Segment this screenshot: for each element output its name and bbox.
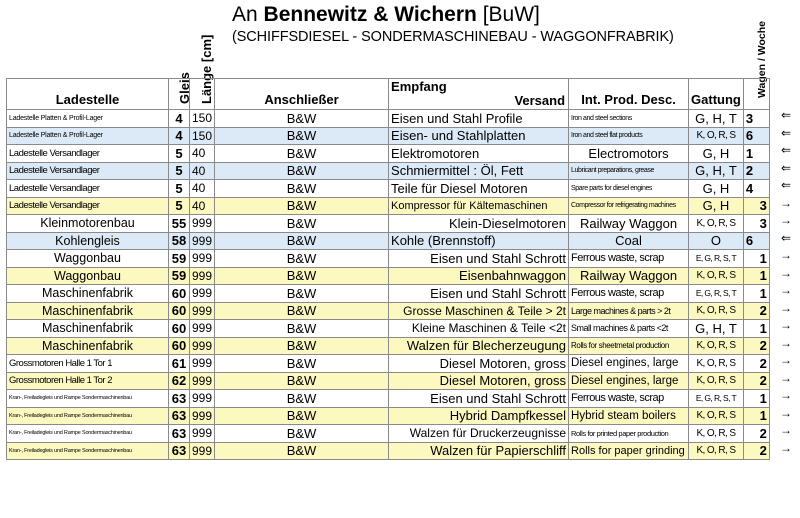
table-row (7, 355, 770, 373)
wagen-cell: 2 (743, 302, 769, 320)
cargo-cell: Walzen für Druckerzeugnisse (389, 425, 569, 443)
ladestelle-cell: Ladestelle Platten & Profil-Lager (7, 127, 169, 145)
gleis-cell: 58 (169, 232, 190, 250)
gattung-cell: G, H, T (689, 320, 744, 338)
laenge-cell: 40 (190, 145, 215, 163)
gattung-cell: K, O, R, S (689, 267, 744, 285)
gleis-header-cell (169, 79, 190, 110)
anschliesser-cell: B&W (215, 285, 389, 303)
versand-label: Versand (514, 93, 566, 108)
wagen-cell: 1 (743, 145, 769, 163)
gattung-cell: E, G, R, S, T (689, 390, 744, 408)
gattung-cell: G, H (689, 197, 744, 215)
table-row (7, 372, 770, 390)
wagen-cell: 3 (743, 197, 769, 215)
anschliesser-cell: B&W (215, 355, 389, 373)
cargo-cell: Diesel Motoren, gross (389, 355, 569, 373)
desc-cell: Rolls for paper grinding (569, 442, 689, 460)
desc-cell: Coal (569, 232, 689, 250)
table-row (7, 337, 770, 355)
direction-arrow-icon: → (780, 283, 792, 297)
laenge-cell: 150 (190, 110, 215, 128)
direction-arrow-icon: → (780, 318, 792, 332)
ladestelle-cell: Grossmotoren Halle 1 Tor 1 (7, 355, 169, 373)
ladestelle-header: Ladestelle (7, 79, 169, 110)
table-row (7, 390, 770, 408)
desc-cell: Ferrous waste, scrap (569, 285, 689, 303)
ladestelle-cell: Ladestelle Versandlager (7, 180, 169, 198)
anschliesser-cell: B&W (215, 162, 389, 180)
direction-arrow-icon: ⇐ (780, 143, 792, 157)
laenge-cell: 999 (190, 355, 215, 373)
direction-arrow-icon: ⇐ (780, 108, 792, 122)
table-row (7, 145, 770, 163)
direction-arrow-icon: → (780, 353, 792, 367)
ladestelle-cell: Ladestelle Versandlager (7, 145, 169, 163)
anschliesser-cell: B&W (215, 337, 389, 355)
gleis-cell: 5 (169, 145, 190, 163)
anschliesser-cell: B&W (215, 302, 389, 320)
freight-table (6, 78, 770, 460)
desc-cell: Large machines & parts > 2t (569, 302, 689, 320)
table-row (7, 197, 770, 215)
gleis-cell: 60 (169, 285, 190, 303)
gattung-cell: K, O, R, S (689, 407, 744, 425)
cargo-cell: Eisen und Stahl Schrott (389, 250, 569, 268)
cargo-cell: Hybrid Dampfkessel (389, 407, 569, 425)
gleis-cell: 60 (169, 320, 190, 338)
wagen-cell: 2 (743, 425, 769, 443)
cargo-cell: Eisen- und Stahlplatten (389, 127, 569, 145)
table-row (7, 232, 770, 250)
table-row (7, 250, 770, 268)
gattung-cell: E, G, R, S, T (689, 285, 744, 303)
table-row (7, 407, 770, 425)
desc-cell: Hybrid steam boilers (569, 407, 689, 425)
cargo-cell: Eisenbahnwaggon (389, 267, 569, 285)
gleis-cell: 4 (169, 110, 190, 128)
laenge-cell: 999 (190, 320, 215, 338)
cargo-cell: Eisen und Stahl Schrott (389, 390, 569, 408)
gleis-cell: 55 (169, 215, 190, 233)
laenge-header-cell (190, 79, 215, 110)
cargo-cell: Walzen für Blecherzeugung (389, 337, 569, 355)
company-abbrev: [BuW] (476, 3, 540, 26)
direction-arrow-icon: → (780, 248, 792, 262)
desc-cell: Rolls for sheetmetal production (569, 337, 689, 355)
gattung-cell: K, O, R, S (689, 302, 744, 320)
direction-arrow-icon: → (780, 265, 792, 280)
ladestelle-cell: Kran-, Freiladegleis und Rampe Sondermaschinenbau (7, 442, 169, 460)
gattung-cell: K, O, R, S (689, 337, 744, 355)
gattung-cell: K, O, R, S (689, 127, 744, 145)
table-row (7, 110, 770, 128)
ladestelle-cell: Ladestelle Versandlager (7, 197, 169, 215)
desc-cell: Ferrous waste, scrap (569, 250, 689, 268)
desc-cell: Lubricant preparations, grease (569, 162, 689, 180)
wagen-cell: 6 (743, 127, 769, 145)
laenge-cell: 999 (190, 302, 215, 320)
gleis-cell: 4 (169, 127, 190, 145)
wagen-cell: 2 (743, 162, 769, 180)
direction-arrow-icon: → (780, 405, 792, 420)
wagen-cell: 2 (743, 355, 769, 373)
wagen-cell: 1 (743, 320, 769, 338)
ladestelle-cell: Kleinmotorenbau (7, 215, 169, 233)
gattung-cell: G, H (689, 180, 744, 198)
cargo-cell: Kleine Maschinen & Teile <2t (389, 320, 569, 338)
wagen-cell: 2 (743, 442, 769, 460)
table-row (7, 302, 770, 320)
gattung-cell: G, H (689, 145, 744, 163)
table-row (7, 180, 770, 198)
desc-cell: Ferrous waste, scrap (569, 390, 689, 408)
desc-cell: Compressor for refrigerating machines (569, 197, 689, 215)
anschliesser-cell: B&W (215, 145, 389, 163)
anschliesser-cell: B&W (215, 407, 389, 425)
laenge-cell: 999 (190, 267, 215, 285)
gleis-cell: 63 (169, 425, 190, 443)
laenge-cell: 999 (190, 232, 215, 250)
title-prefix: An (232, 3, 264, 26)
ladestelle-cell: Kohlengleis (7, 232, 169, 250)
gleis-cell: 63 (169, 390, 190, 408)
gattung-cell: K, O, R, S (689, 372, 744, 390)
gleis-cell: 5 (169, 162, 190, 180)
laenge-cell: 999 (190, 372, 215, 390)
gleis-cell: 63 (169, 442, 190, 460)
desc-cell: Diesel engines, large (569, 372, 689, 390)
gleis-cell: 59 (169, 267, 190, 285)
anschliesser-cell: B&W (215, 197, 389, 215)
gleis-cell: 61 (169, 355, 190, 373)
empfang-versand-header (389, 79, 569, 110)
wagen-cell: 2 (743, 372, 769, 390)
direction-arrow-icon: → (780, 300, 792, 315)
direction-arrow-icon: → (780, 440, 792, 455)
laenge-header: Länge [cm] (199, 34, 214, 104)
anschliesser-cell: B&W (215, 250, 389, 268)
laenge-cell: 999 (190, 407, 215, 425)
cargo-cell: Eisen und Stahl Schrott (389, 285, 569, 303)
wagen-cell: 4 (743, 180, 769, 198)
anschliesser-cell: B&W (215, 110, 389, 128)
desc-cell: Iron and steel sections (569, 110, 689, 128)
gleis-header: Gleis (177, 72, 192, 104)
wagen-cell: 6 (743, 232, 769, 250)
laenge-cell: 40 (190, 197, 215, 215)
desc-cell: Spare parts for diesel engines (569, 180, 689, 198)
desc-cell: Iron and steel flat products (569, 127, 689, 145)
cargo-cell: Eisen und Stahl Profile (389, 110, 569, 128)
company-name: Bennewitz & Wichern (263, 3, 477, 26)
gattung-cell: K, O, R, S (689, 355, 744, 373)
anschliesser-cell: B&W (215, 267, 389, 285)
ladestelle-cell: Kran-, Freiladegleis und Rampe Sondermaschinenbau (7, 407, 169, 425)
gattung-cell: K, O, R, S (689, 442, 744, 460)
laenge-cell: 999 (190, 425, 215, 443)
gattung-header: Gattung (689, 79, 744, 110)
cargo-cell: Teile für Diesel Motoren (389, 180, 569, 198)
laenge-cell: 999 (190, 285, 215, 303)
laenge-cell: 40 (190, 180, 215, 198)
anschliesser-cell: B&W (215, 215, 389, 233)
cargo-cell: Elektromotoren (389, 145, 569, 163)
gleis-cell: 63 (169, 407, 190, 425)
desc-header: Int. Prod. Desc. (569, 79, 689, 110)
wagen-header-cell (743, 79, 769, 110)
wagen-cell: 1 (743, 390, 769, 408)
wagen-cell: 1 (743, 285, 769, 303)
wagen-cell: 1 (743, 250, 769, 268)
direction-arrow-icon: → (780, 388, 792, 402)
laenge-cell: 999 (190, 337, 215, 355)
gattung-cell: K, O, R, S (689, 215, 744, 233)
cargo-cell: Kompressor für Kältemaschinen (389, 197, 569, 215)
anschliesser-cell: B&W (215, 180, 389, 198)
gleis-cell: 5 (169, 197, 190, 215)
direction-arrow-icon: ⇐ (780, 230, 792, 245)
header-title-block (232, 2, 752, 46)
table-row (7, 425, 770, 443)
desc-cell: Railway Waggon (569, 267, 689, 285)
desc-cell: Diesel engines, large (569, 355, 689, 373)
ladestelle-cell: Maschinenfabrik (7, 337, 169, 355)
cargo-cell: Grosse Maschinen & Teile > 2t (389, 302, 569, 320)
wagen-header: Wagen / Woche (756, 20, 768, 98)
wagen-cell: 1 (743, 407, 769, 425)
ladestelle-cell: Kran-, Freiladegleis und Rampe Sondermaschinenbau (7, 425, 169, 443)
cargo-cell: Kohle (Brennstoff) (389, 232, 569, 250)
anschliesser-cell: B&W (215, 232, 389, 250)
gattung-cell: O (689, 232, 744, 250)
ladestelle-cell: Waggonbau (7, 250, 169, 268)
table-row (7, 215, 770, 233)
gattung-cell: G, H, T (689, 162, 744, 180)
gattung-cell: E, G, R, S, T (689, 250, 744, 268)
laenge-cell: 999 (190, 390, 215, 408)
gattung-cell: G, H, T (689, 110, 744, 128)
gleis-cell: 59 (169, 250, 190, 268)
direction-arrow-icon: → (780, 213, 792, 227)
wagen-cell: 3 (743, 215, 769, 233)
anschliesser-cell: B&W (215, 320, 389, 338)
anschliesser-cell: B&W (215, 127, 389, 145)
table-row (7, 320, 770, 338)
ladestelle-cell: Ladestelle Platten & Profil-Lager (7, 110, 169, 128)
cargo-cell: Schmiermittel : Öl, Fett (389, 162, 569, 180)
anschliesser-header: Anschließer (215, 79, 389, 110)
cargo-cell: Diesel Motoren, gross (389, 372, 569, 390)
gleis-cell: 60 (169, 337, 190, 355)
gleis-cell: 60 (169, 302, 190, 320)
page-title (232, 2, 752, 28)
direction-arrow-icon: → (780, 195, 792, 210)
direction-arrow-icon: → (780, 423, 792, 437)
direction-arrow-icon: → (780, 370, 792, 385)
gattung-cell: K, O, R, S (689, 425, 744, 443)
ladestelle-cell: Waggonbau (7, 267, 169, 285)
desc-cell: Rolls for printed paper production (569, 425, 689, 443)
wagen-cell: 2 (743, 337, 769, 355)
laenge-cell: 40 (190, 162, 215, 180)
anschliesser-cell: B&W (215, 372, 389, 390)
gleis-cell: 5 (169, 180, 190, 198)
laenge-cell: 999 (190, 250, 215, 268)
direction-arrow-icon: ⇐ (780, 125, 792, 140)
direction-arrow-icon: ⇐ (780, 178, 792, 192)
anschliesser-cell: B&W (215, 425, 389, 443)
wagen-cell: 1 (743, 267, 769, 285)
desc-cell: Small machines & parts <2t (569, 320, 689, 338)
table-row (7, 162, 770, 180)
empfang-label: Empfang (391, 79, 447, 94)
table-row (7, 442, 770, 460)
anschliesser-cell: B&W (215, 442, 389, 460)
direction-arrow-icon: → (780, 335, 792, 350)
ladestelle-cell: Maschinenfabrik (7, 320, 169, 338)
direction-arrow-icon: ⇐ (780, 160, 792, 175)
desc-cell: Electromotors (569, 145, 689, 163)
cargo-cell: Walzen für Papierschliff (389, 442, 569, 460)
table-row (7, 127, 770, 145)
ladestelle-cell: Grossmotoren Halle 1 Tor 2 (7, 372, 169, 390)
wagen-cell: 3 (743, 110, 769, 128)
ladestelle-cell: Ladestelle Versandlager (7, 162, 169, 180)
gleis-cell: 62 (169, 372, 190, 390)
direction-arrows (776, 107, 796, 457)
anschliesser-cell: B&W (215, 390, 389, 408)
table-header-row (7, 79, 770, 110)
table-row (7, 267, 770, 285)
cargo-cell: Klein-Dieselmotoren (389, 215, 569, 233)
laenge-cell: 150 (190, 127, 215, 145)
ladestelle-cell: Maschinenfabrik (7, 302, 169, 320)
table-row (7, 285, 770, 303)
ladestelle-cell: Maschinenfabrik (7, 285, 169, 303)
laenge-cell: 999 (190, 442, 215, 460)
desc-cell: Railway Waggon (569, 215, 689, 233)
laenge-cell: 999 (190, 215, 215, 233)
ladestelle-cell: Kran-, Freiladegleis und Rampe Sondermaschinenbau (7, 390, 169, 408)
page-subtitle: (SCHIFFSDIESEL - SONDERMASCHINEBAU - WAGGONFRABRIK) (232, 29, 674, 45)
